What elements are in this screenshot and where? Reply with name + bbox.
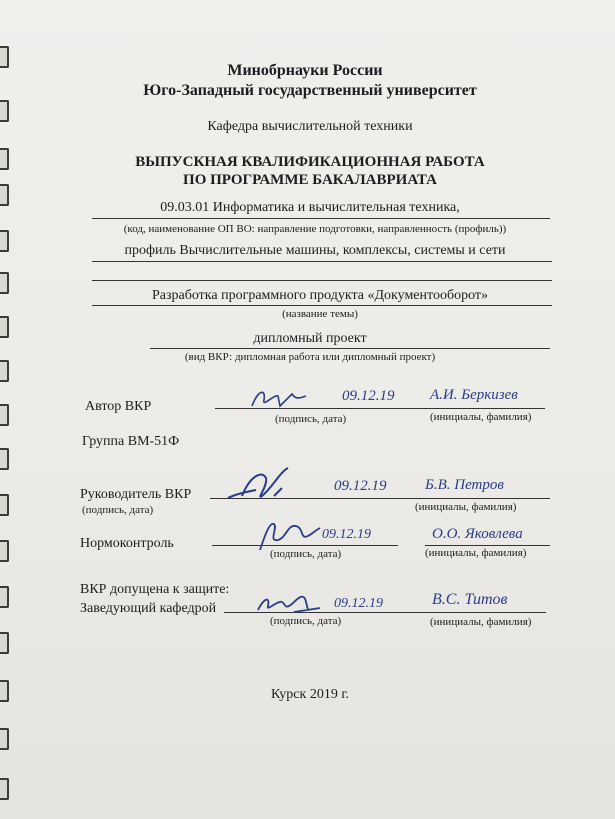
topic-caption: (название темы) bbox=[282, 308, 358, 320]
binder-ring bbox=[0, 728, 9, 750]
supervisor-name-caption: (инициалы, фамилия) bbox=[415, 501, 517, 513]
normcontrol-name-caption: (инициалы, фамилия) bbox=[425, 547, 527, 559]
binder-ring bbox=[0, 448, 9, 470]
supervisor-sign-caption: (подпись, дата) bbox=[82, 504, 154, 516]
author-sign-caption: (подпись, дата) bbox=[275, 413, 347, 425]
normcontrol-label: Нормоконтроль bbox=[80, 536, 174, 551]
type-underline bbox=[150, 348, 550, 349]
profile-underline bbox=[92, 261, 552, 262]
supervisor-label: Руководитель ВКР bbox=[80, 487, 192, 502]
topic-value: Разработка программного продукта «Документооборот» bbox=[151, 288, 488, 303]
binder-rings bbox=[0, 0, 14, 819]
head-name: В.С. Титов bbox=[432, 591, 508, 608]
admission-sign-caption: (подпись, дата) bbox=[270, 615, 342, 627]
author-name: А.И. Беркизев bbox=[430, 387, 518, 403]
binder-ring bbox=[0, 100, 9, 122]
binder-ring bbox=[0, 586, 9, 608]
author-date: 09.12.19 bbox=[342, 388, 395, 404]
city-year: Курск 2019 г. bbox=[271, 687, 349, 702]
supervisor-date: 09.12.19 bbox=[334, 478, 387, 494]
admission-label: ВКР допущена к защите: bbox=[80, 582, 230, 597]
admission-name-caption: (инициалы, фамилия) bbox=[430, 616, 532, 628]
binder-ring bbox=[0, 680, 9, 702]
profile-underline-2 bbox=[92, 280, 552, 281]
binder-ring bbox=[0, 148, 9, 170]
binder-ring bbox=[0, 46, 9, 68]
department-name: Кафедра вычислительной техники bbox=[207, 119, 413, 134]
university-heading: Юго-Западный государственный университет bbox=[143, 82, 477, 99]
work-title-line2: ПО ПРОГРАММЕ БАКАЛАВРИАТА bbox=[183, 172, 437, 188]
author-name-caption: (инициалы, фамилия) bbox=[430, 411, 532, 423]
topic-underline bbox=[92, 305, 552, 306]
group-label: Группа ВМ-51Ф bbox=[82, 434, 180, 449]
head-of-department-label: Заведующий кафедрой bbox=[80, 601, 217, 616]
author-signature bbox=[248, 386, 308, 412]
type-caption: (вид ВКР: дипломная работа или дипломный проект) bbox=[184, 351, 436, 363]
supervisor-name: Б.В. Петров bbox=[425, 477, 504, 493]
type-value: дипломный проект bbox=[253, 331, 367, 346]
profile-value: профиль Вычислительные машины, комплексы, системы и сети bbox=[124, 243, 506, 258]
normcontrol-underline-2 bbox=[425, 545, 550, 546]
admission-date: 09.12.19 bbox=[334, 596, 383, 611]
direction-underline bbox=[92, 218, 550, 219]
binder-ring bbox=[0, 540, 9, 562]
author-label: Автор ВКР bbox=[85, 399, 152, 414]
binder-ring bbox=[0, 230, 9, 252]
binder-ring bbox=[0, 316, 9, 338]
binder-ring bbox=[0, 778, 9, 800]
head-signature bbox=[254, 588, 324, 618]
binder-ring bbox=[0, 494, 9, 516]
direction-value: 09.03.01 Информатика и вычислительная техника, bbox=[160, 200, 460, 215]
binder-ring bbox=[0, 632, 9, 654]
normcontrol-sign-caption: (подпись, дата) bbox=[270, 548, 342, 560]
supervisor-signature bbox=[222, 466, 302, 506]
direction-caption: (код, наименование ОП ВО: направление подготовки, направленность (профиль)) bbox=[123, 223, 507, 235]
binder-ring bbox=[0, 272, 9, 294]
binder-ring bbox=[0, 404, 9, 426]
ministry-heading: Минобрнауки России bbox=[227, 62, 383, 79]
normcontrol-date: 09.12.19 bbox=[322, 527, 371, 542]
work-title-line1: ВЫПУСКНАЯ КВАЛИФИКАЦИОННАЯ РАБОТА bbox=[135, 154, 485, 170]
binder-ring bbox=[0, 360, 9, 382]
normcontrol-name: О.О. Яковлева bbox=[432, 526, 523, 542]
binder-ring bbox=[0, 184, 9, 206]
